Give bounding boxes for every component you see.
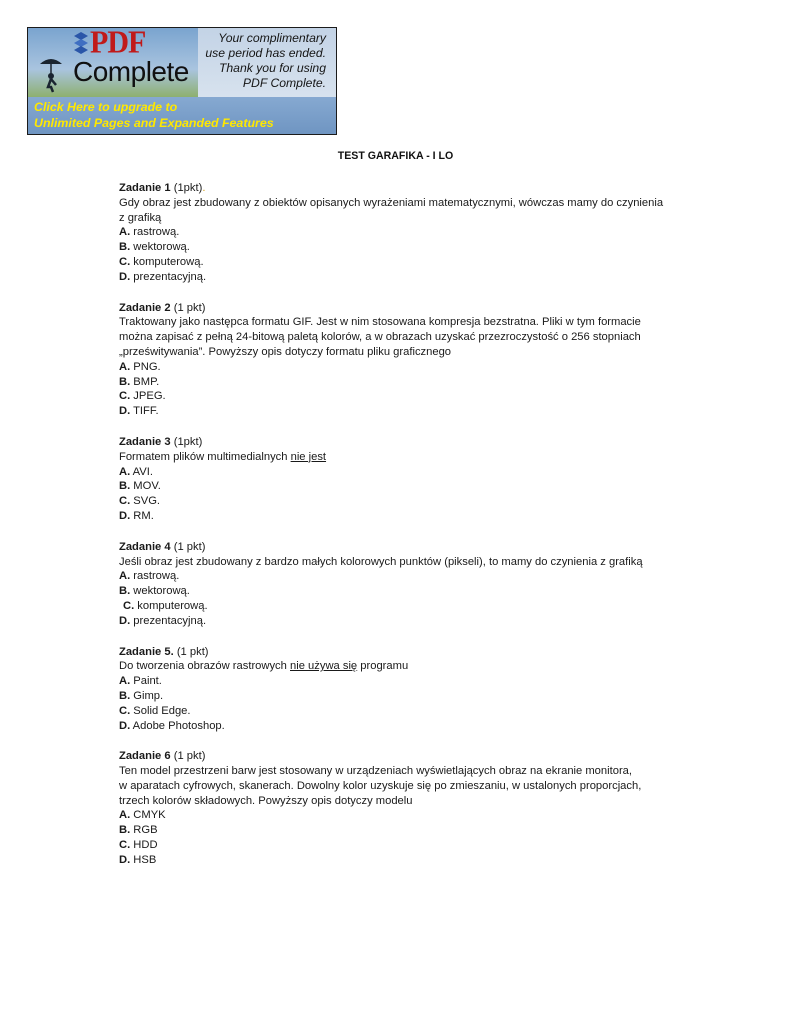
option-text: HSB	[130, 853, 157, 866]
option-letter: A.	[119, 226, 131, 239]
answer-option	[119, 465, 679, 480]
option-letter: A.	[119, 809, 131, 822]
answer-option	[119, 375, 679, 390]
task-label: Zadanie 1	[119, 182, 171, 194]
note-line: Your complimentary	[218, 31, 326, 45]
answer-option	[119, 255, 679, 270]
task-question: można zapisać z pełną 24-bitową paletą kolorów, a w obrazach uzyskać przezroczystość o 256 stopniach	[119, 331, 641, 344]
task-points: (1pkt)	[170, 435, 203, 448]
option-text: SVG.	[130, 495, 161, 508]
task-heading	[119, 435, 679, 450]
task-points: (1 pkt)	[170, 540, 206, 553]
answer-option	[119, 569, 679, 584]
answer-option	[119, 509, 679, 524]
task-heading	[119, 749, 679, 764]
document-title: TEST GARAFIKA - I LO	[337, 150, 454, 162]
option-letter: B.	[119, 585, 131, 598]
option-letter: B.	[119, 824, 131, 837]
task-2	[119, 301, 679, 419]
note-line: PDF Complete.	[242, 76, 326, 90]
task-3	[119, 435, 679, 524]
task-5	[119, 645, 679, 734]
option-text: RGB	[130, 824, 158, 837]
answer-option	[119, 494, 679, 509]
question-text: programu	[357, 660, 409, 673]
task-points: (1 pkt)	[173, 645, 209, 658]
option-text: rastrową.	[130, 226, 180, 239]
upgrade-line[interactable]: Unlimited Pages and Expanded Features	[34, 116, 274, 130]
upgrade-link[interactable]	[28, 97, 336, 134]
banner-top	[28, 28, 336, 97]
option-letter: B.	[119, 480, 131, 493]
option-letter: D.	[119, 614, 131, 627]
option-letter: B.	[119, 689, 131, 702]
option-letter: A.	[119, 570, 131, 583]
test-document	[119, 181, 679, 884]
task-6	[119, 749, 679, 867]
task-question	[119, 450, 679, 465]
option-letter: A.	[119, 675, 131, 688]
option-text: prezentacyjną.	[130, 270, 207, 283]
answer-option	[119, 674, 679, 689]
option-text: wektorową.	[130, 585, 190, 598]
answer-option	[119, 389, 679, 404]
answer-option	[119, 599, 679, 614]
task-points-dot: .	[202, 182, 206, 194]
task-points: (1pkt)	[170, 182, 203, 194]
option-text: HDD	[130, 839, 158, 852]
task-points: (1 pkt)	[170, 750, 206, 763]
note-line: use period has ended.	[205, 46, 326, 60]
option-letter: A.	[119, 465, 131, 478]
task-4	[119, 540, 679, 629]
option-text: JPEG.	[130, 390, 166, 403]
answer-option	[119, 360, 679, 375]
option-text: prezentacyjną.	[130, 614, 207, 627]
option-text: Solid Edge.	[130, 704, 191, 717]
task-question: „prześwitywania”. Powyższy opis dotyczy formatu pliku graficznego	[119, 345, 452, 358]
option-letter: C.	[119, 704, 131, 717]
task-question: Jeśli obraz jest zbudowany z bardzo małych kolorowych punktów (pikseli), to mamy do czynienia z grafiką	[119, 555, 643, 568]
option-letter: B.	[119, 375, 131, 388]
task-label: Zadanie 5.	[119, 645, 174, 658]
task-points: (1 pkt)	[170, 301, 206, 314]
answer-option	[119, 808, 679, 823]
option-text: BMP.	[130, 375, 160, 388]
upgrade-line[interactable]: Click Here to upgrade to	[34, 100, 178, 114]
answer-option	[119, 689, 679, 704]
option-text: RM.	[130, 509, 154, 522]
banner-expired-note	[198, 28, 336, 97]
umbrella-figure-icon	[36, 54, 66, 94]
logo-complete-text: Complete	[73, 56, 189, 87]
question-underlined: nie używa się	[290, 660, 358, 673]
answer-option	[119, 225, 679, 240]
answer-option	[119, 719, 679, 734]
option-text: komputerową.	[130, 255, 204, 268]
option-letter: D.	[119, 270, 131, 283]
task-question	[119, 659, 679, 674]
task-question: Traktowany jako następca formatu GIF. Jest w nim stosowana kompresja bezstratna. Pliki w tym formacie	[119, 316, 641, 329]
option-text: komputerową.	[134, 599, 208, 612]
option-text: Adobe Photoshop.	[130, 719, 225, 732]
note-line: Thank you for using	[218, 61, 326, 75]
option-letter: D.	[119, 509, 131, 522]
task-question: w aparatach cyfrowych, skanerach. Dowolny kolor uzyskuje się po zmieszaniu, w ustalonych proporcjach,	[119, 779, 642, 792]
option-letter: C.	[123, 599, 135, 612]
task-label: Zadanie 6	[119, 750, 171, 763]
option-letter: D.	[119, 405, 131, 418]
option-text: rastrową.	[130, 570, 180, 583]
option-letter: D.	[119, 853, 131, 866]
option-letter: C.	[119, 839, 131, 852]
option-text: TIFF.	[130, 405, 159, 418]
option-text: AVI.	[130, 465, 153, 478]
task-heading	[119, 181, 679, 196]
answer-option	[119, 240, 679, 255]
task-label: Zadanie 4	[119, 540, 171, 553]
answer-option	[119, 853, 679, 868]
task-question: z grafiką	[119, 211, 162, 224]
option-letter: B.	[119, 241, 131, 254]
task-label: Zadanie 3	[119, 435, 171, 448]
option-text: PNG.	[130, 360, 161, 373]
option-text: wektorową.	[130, 241, 190, 254]
option-text: Gimp.	[130, 689, 164, 702]
task-1	[119, 181, 679, 285]
task-question: trzech kolorów składowych. Powyższy opis dotyczy modelu	[119, 794, 413, 807]
question-text: Formatem plików multimedialnych	[119, 450, 291, 463]
option-letter: C.	[119, 390, 131, 403]
option-text: Paint.	[130, 675, 162, 688]
task-question: Ten model przestrzeni barw jest stosowany w urządzeniach wyświetlających obraz na ekranie monitora,	[119, 765, 632, 778]
option-text: MOV.	[130, 480, 161, 493]
option-letter: C.	[119, 255, 131, 268]
answer-option	[119, 479, 679, 494]
task-heading	[119, 645, 679, 660]
answer-option	[119, 404, 679, 419]
question-text: Do tworzenia obrazów rastrowych	[119, 660, 290, 673]
option-letter: A.	[119, 360, 131, 373]
option-letter: D.	[119, 719, 131, 732]
logo-pdf-text: PDF	[90, 27, 146, 60]
answer-option	[119, 614, 679, 629]
task-heading	[119, 540, 679, 555]
pdf-complete-upgrade-banner[interactable]	[27, 27, 337, 135]
option-text: CMYK	[130, 809, 166, 822]
answer-option	[119, 838, 679, 853]
task-heading	[119, 301, 679, 316]
answer-option	[119, 270, 679, 285]
option-letter: C.	[119, 495, 131, 508]
answer-option	[119, 704, 679, 719]
task-question: Gdy obraz jest zbudowany z obiektów opisanych wyrażeniami matematycznymi, wówczas mamy do czynienia	[119, 196, 664, 209]
answer-option	[119, 823, 679, 838]
answer-option	[119, 584, 679, 599]
task-label: Zadanie 2	[119, 301, 171, 314]
question-underlined: nie jest	[290, 450, 327, 463]
pdf-complete-logo	[28, 28, 198, 97]
